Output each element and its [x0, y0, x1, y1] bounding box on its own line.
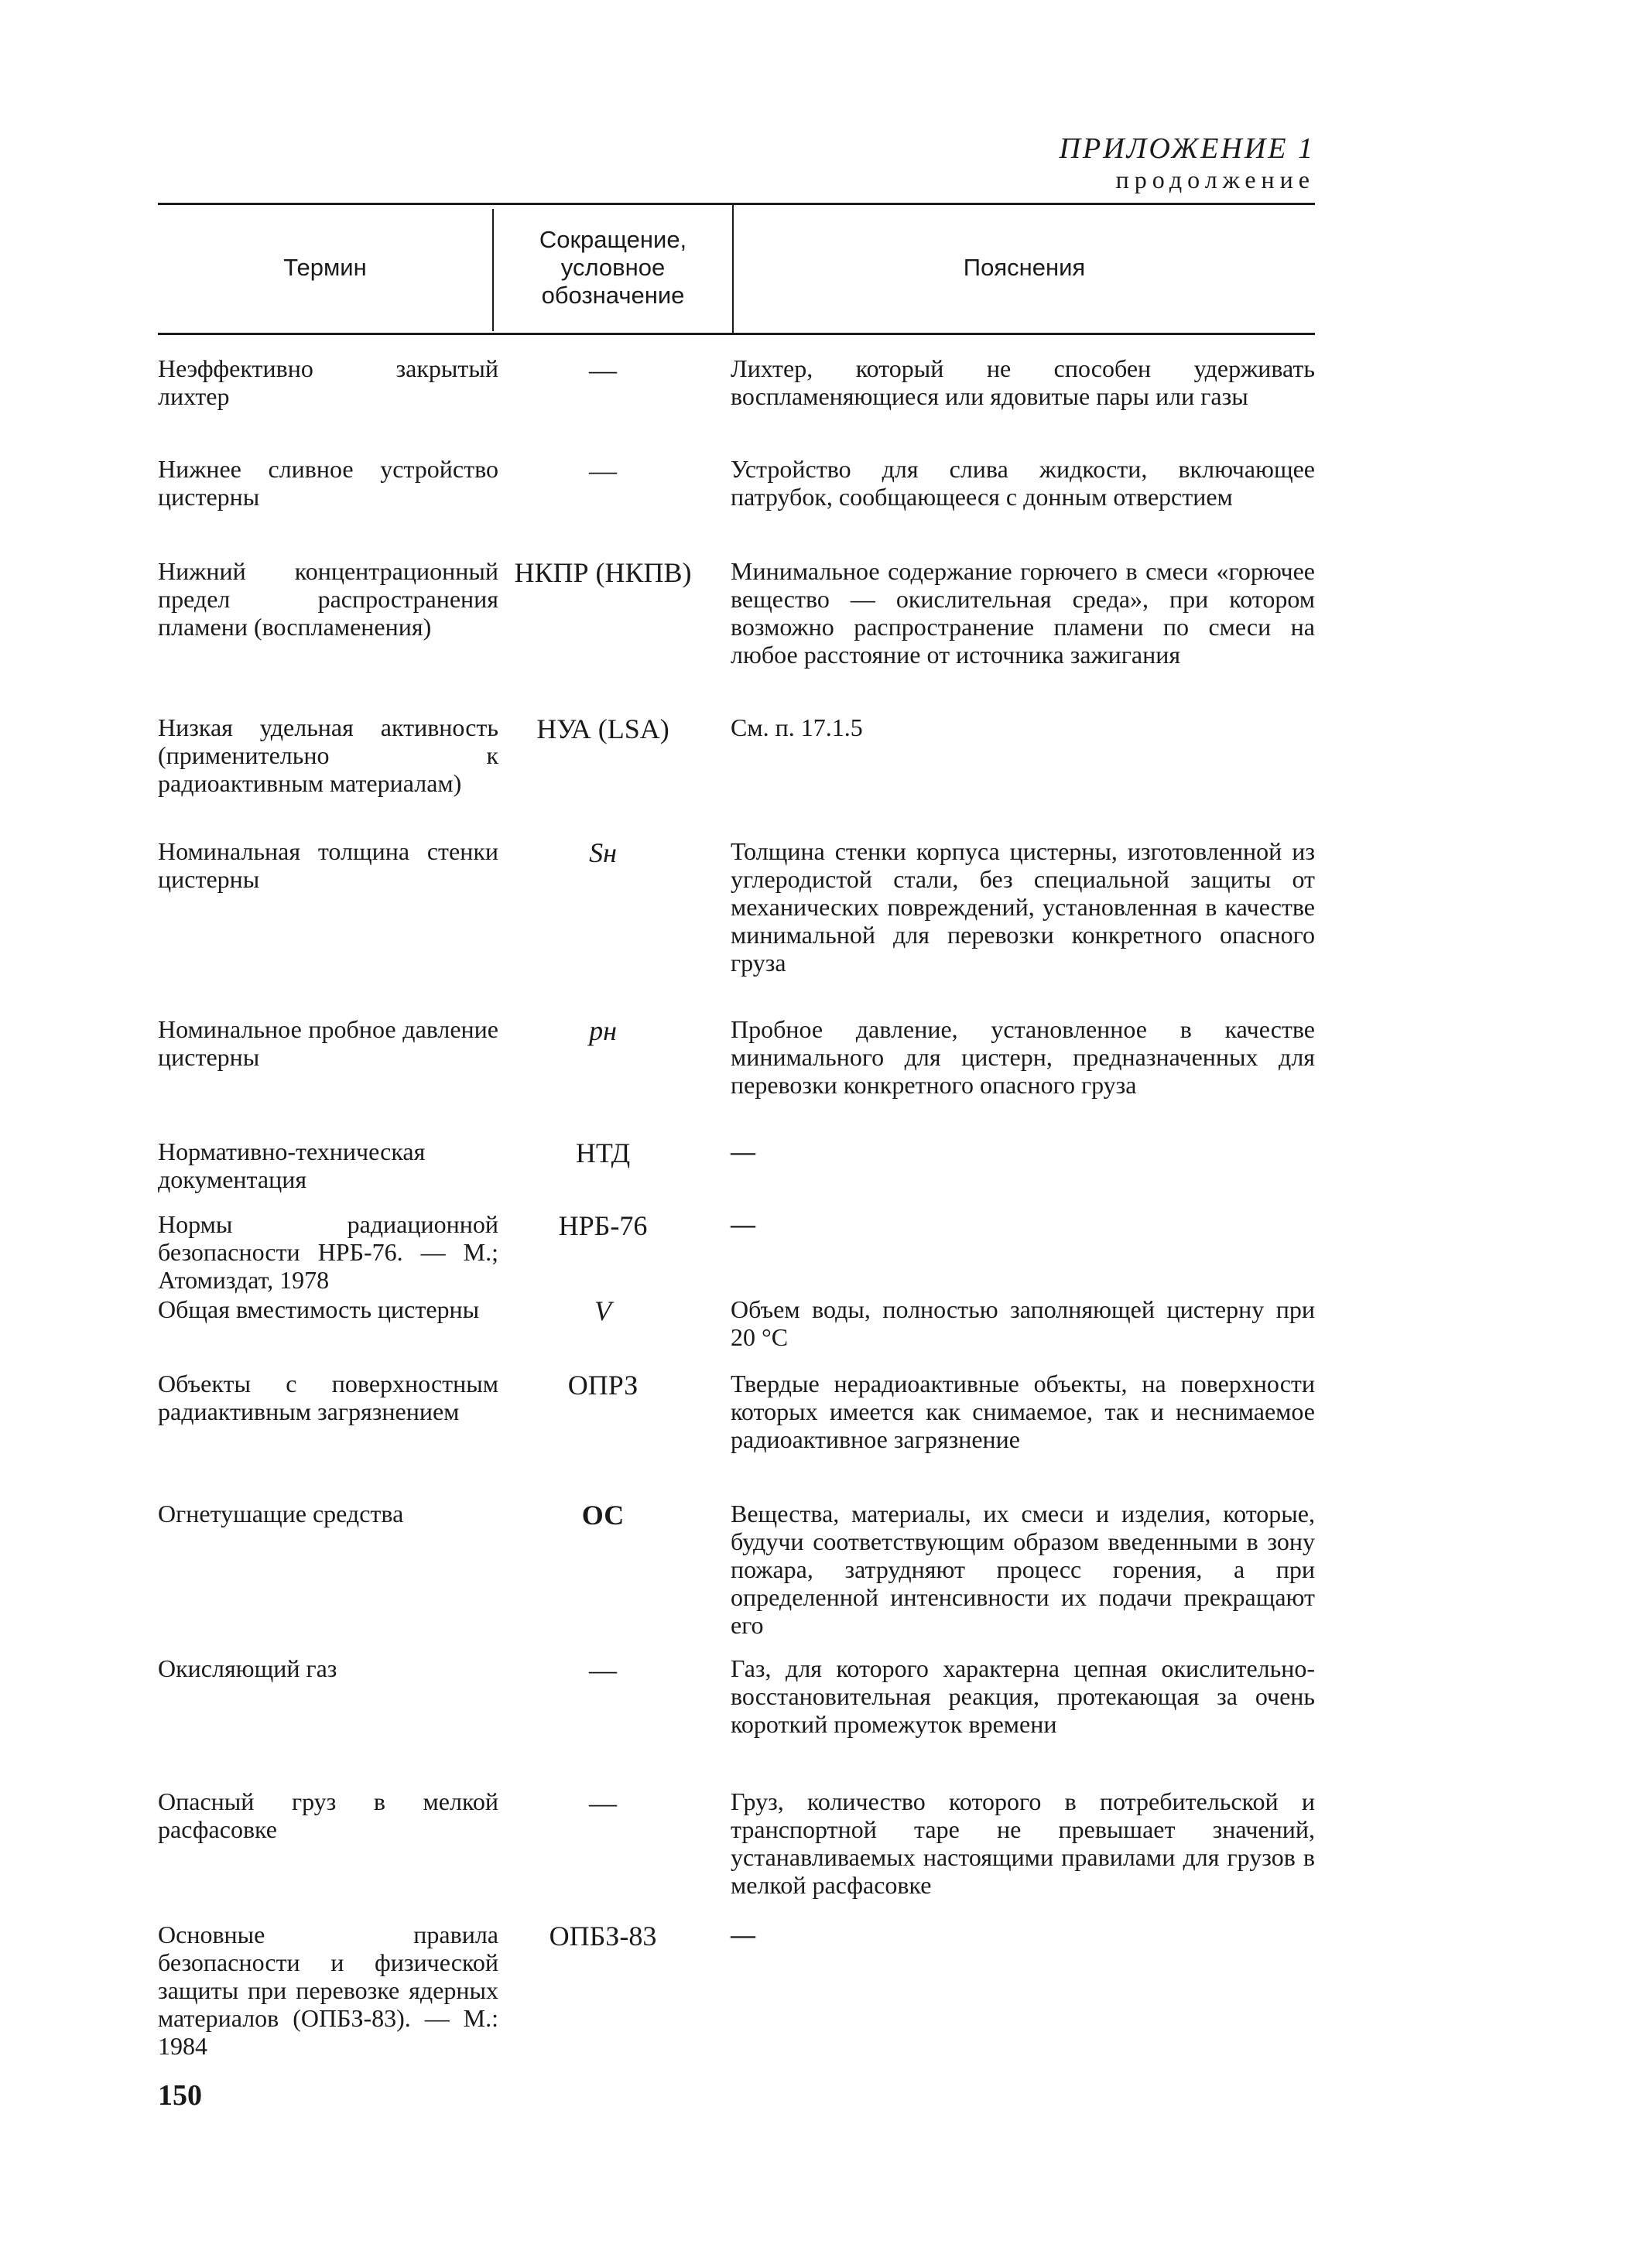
row-term: Низкая удельная активность (применительно к радиоактивным материалам)	[158, 713, 498, 797]
row-abbreviation: НКПР (НКПВ)	[514, 557, 692, 588]
row-abbreviation: НУА (LSA)	[536, 713, 669, 744]
row-abbreviation: —	[589, 1654, 617, 1685]
column-header-explanation: Пояснения	[963, 254, 1086, 281]
row-explanation: Груз, количество которого в потребительской и транспортной таре не превышает значений, устанавливаемых настоящими правилами для грузов в мелкой расфасовке	[731, 1787, 1315, 1899]
row-term: Номинальная толщина стенки цистерны	[158, 837, 498, 893]
row-abbreviation: ОПБЗ-83	[549, 1921, 657, 1952]
row-term: Нижнее сливное устройство цистерны	[158, 455, 498, 511]
row-explanation: —	[731, 1210, 755, 1238]
row-explanation: Пробное давление, установленное в качестве минимального для цистерн, предназначенных для перевозки конкретного опасного груза	[731, 1015, 1315, 1099]
row-abbreviation: НРБ-76	[558, 1210, 648, 1241]
row-explanation: Твердые нерадиоактивные объекты, на поверхности которых имеется как снимаемое, так и неснимаемое радиоактивное загрязнение	[731, 1370, 1315, 1453]
row-term: Номинальное пробное давление цистерны	[158, 1015, 498, 1071]
row-abbreviation: ОС	[581, 1500, 625, 1531]
table-header-rule	[158, 333, 1315, 335]
row-abbreviation: —	[589, 354, 617, 385]
column-header-abbreviation: Сокращение, условное обозначение	[539, 226, 687, 309]
row-explanation: —	[731, 1921, 755, 1948]
row-term: Нижний концентрационный предел распространения пламени (воспламенения)	[158, 557, 498, 641]
row-explanation: См. п. 17.1.5	[731, 713, 863, 741]
row-explanation: Объем воды, полностью заполняющей цистерну при 20 °С	[731, 1295, 1315, 1351]
row-explanation: Лихтер, который не способен удерживать воспламеняющиеся или ядовитые пары или газы	[731, 354, 1315, 410]
row-term: Общая вместимость цистерны	[158, 1295, 480, 1323]
row-explanation: —	[731, 1137, 755, 1165]
row-abbreviation: —	[589, 1787, 617, 1818]
appendix-header	[1060, 132, 1315, 193]
row-explanation: Вещества, материалы, их смеси и изделия, которые, будучи соответствующим образом введенными в зону пожара, затрудняют процесс горения, а при определенной интенсивности их подачи прекращают его	[731, 1500, 1315, 1639]
row-explanation: Устройство для слива жидкости, включающее патрубок, сообщающееся с донным отверстием	[731, 455, 1315, 511]
row-explanation: Газ, для которого характерна цепная окислительно-восстановительная реакция, протекающая за очень короткий промежуток времени	[731, 1654, 1315, 1738]
page-number: 150	[158, 2079, 202, 2112]
appendix-subtitle: продолжение	[1115, 166, 1315, 193]
row-term: Неэффективно закрытый лихтер	[158, 354, 498, 410]
row-term: Огнетушащие средства	[158, 1500, 404, 1527]
row-abbreviation: V	[594, 1295, 611, 1326]
row-abbreviation: Sн	[589, 837, 617, 868]
row-abbreviation: НТД	[575, 1137, 631, 1168]
column-header-term: Термин	[283, 254, 367, 281]
row-term: Нормативно-техническая документация	[158, 1137, 426, 1193]
row-abbreviation: pн	[589, 1015, 617, 1046]
row-explanation: Толщина стенки корпуса цистерны, изготовленной из углеродистой стали, без специальной защиты от механических повреждений, установленная в качестве минимальной для перевозки конкретного опасного груза	[731, 837, 1315, 977]
row-term: Объекты с поверхностным радиактивным загрязнением	[158, 1370, 498, 1425]
row-term: Окисляющий газ	[158, 1654, 337, 1682]
appendix-title: ПРИЛОЖЕНИЕ 1	[1059, 132, 1315, 165]
row-abbreviation: ОПРЗ	[567, 1370, 639, 1401]
row-abbreviation: —	[589, 455, 617, 486]
row-explanation: Минимальное содержание горючего в смеси «горючее вещество — окислительная среда», при котором возможно распространение пламени по смеси на любое расстояние от источника зажигания	[731, 557, 1315, 669]
row-term: Опасный груз в мелкой расфасовке	[158, 1787, 498, 1843]
row-term: Нормы радиационной безопасности НРБ-76. — М.; Атомиздат, 1978	[158, 1210, 498, 1294]
row-term: Основные правила безопасности и физической защиты при перевозке ядерных материалов (ОПБЗ-83). — М.: 1984	[158, 1921, 498, 2060]
